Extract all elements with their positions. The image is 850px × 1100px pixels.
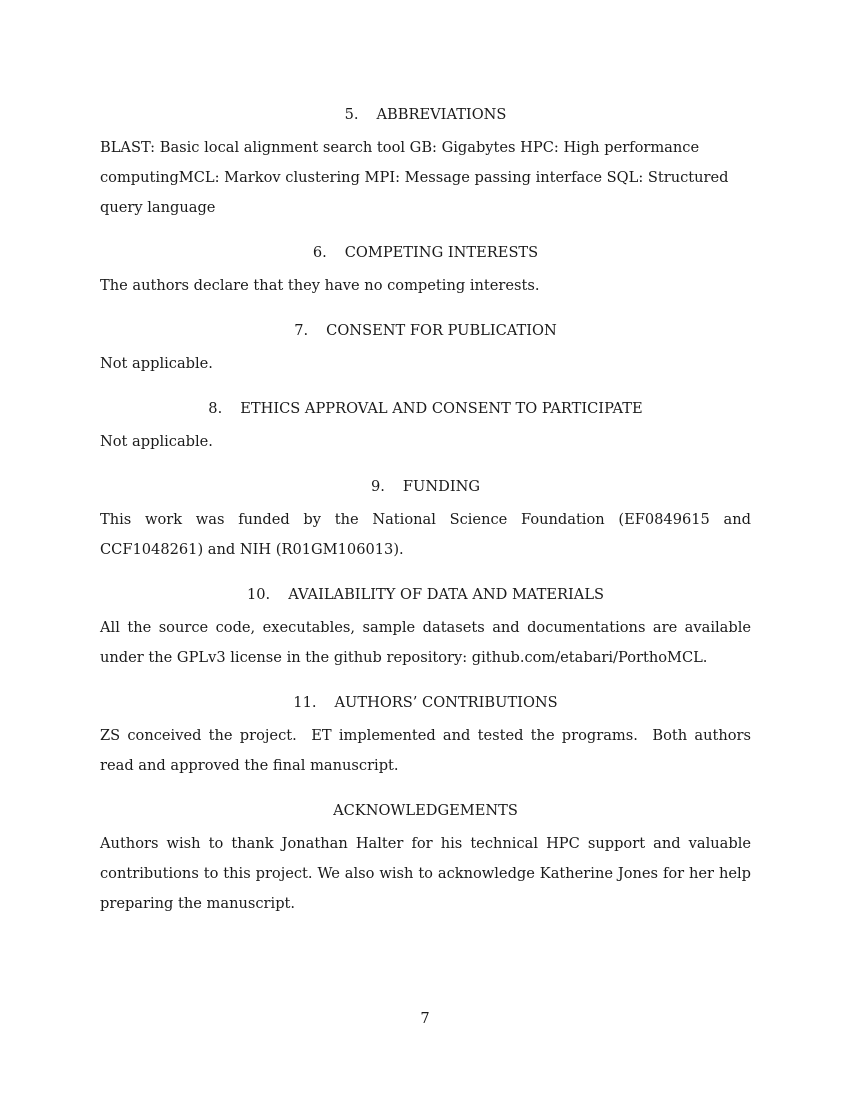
section-text: All the source code, executables, sample datasets and documentations are available under the GPLv3 license in the github repository: github.com/etabari/PorthoMCL.: [100, 619, 751, 666]
section-text: Authors wish to thank Jonathan Halter for his technical HPC support and valuable contributions to this project. We also wish to acknowledge Katherine Jones for her help preparing the manuscript.: [100, 835, 751, 912]
section-heading: [100, 801, 751, 821]
section-competing-interests: [100, 243, 751, 301]
section-authors-contributions: [100, 693, 756, 781]
section-text: ZS conceived the project. ET implemented and tested the programs. Both authors read and approved the final manuscript.: [100, 727, 756, 774]
section-funding: [100, 477, 751, 565]
section-text: Not applicable.: [100, 433, 213, 450]
section-title: COMPETING INTERESTS: [344, 244, 539, 261]
section-number: 10.: [246, 586, 271, 603]
section-title: AUTHORS’ CONTRIBUTIONS: [334, 694, 558, 711]
section-abbreviations: [100, 105, 751, 223]
section-text: This work was funded by the National Science Foundation (EF0849615 and CCF1048261) and NIH (R01GM106013).: [100, 511, 751, 558]
section-heading: [100, 321, 751, 341]
section-consent-for-publication: [100, 321, 751, 379]
section-text: Not applicable.: [100, 355, 213, 372]
section-availability: [100, 585, 751, 673]
section-title: ETHICS APPROVAL AND CONSENT TO PARTICIPATE: [240, 400, 643, 417]
paper-body: [100, 105, 756, 939]
section-title: AVAILABILITY OF DATA AND MATERIALS: [288, 586, 605, 603]
section-title: FUNDING: [402, 478, 481, 495]
section-number: 8.: [208, 400, 223, 417]
section-title: ABBREVIATIONS: [376, 106, 507, 123]
section-number: 7.: [294, 322, 309, 339]
section-text: The authors declare that they have no competing interests.: [100, 277, 540, 294]
section-ethics-approval: [100, 399, 751, 457]
section-heading: [100, 585, 751, 605]
section-number: 11.: [293, 694, 317, 711]
section-text: BLAST: Basic local alignment search tool GB: Gigabytes HPC: High performance computingMCL: Markov clustering MPI: Message passing interface SQL: Structured query language: [100, 139, 729, 216]
section-heading: [100, 105, 751, 125]
section-number: 5.: [344, 106, 359, 123]
page-number: 7: [420, 1010, 430, 1027]
section-number: 9.: [370, 478, 385, 495]
section-heading: [100, 693, 751, 713]
section-acknowledgements: [100, 801, 751, 919]
section-heading: [100, 399, 751, 419]
section-heading: [100, 477, 751, 497]
section-heading: [100, 243, 751, 263]
section-number: 6.: [312, 244, 327, 261]
section-title: CONSENT FOR PUBLICATION: [326, 322, 557, 339]
section-title: ACKNOWLEDGEMENTS: [333, 802, 518, 819]
